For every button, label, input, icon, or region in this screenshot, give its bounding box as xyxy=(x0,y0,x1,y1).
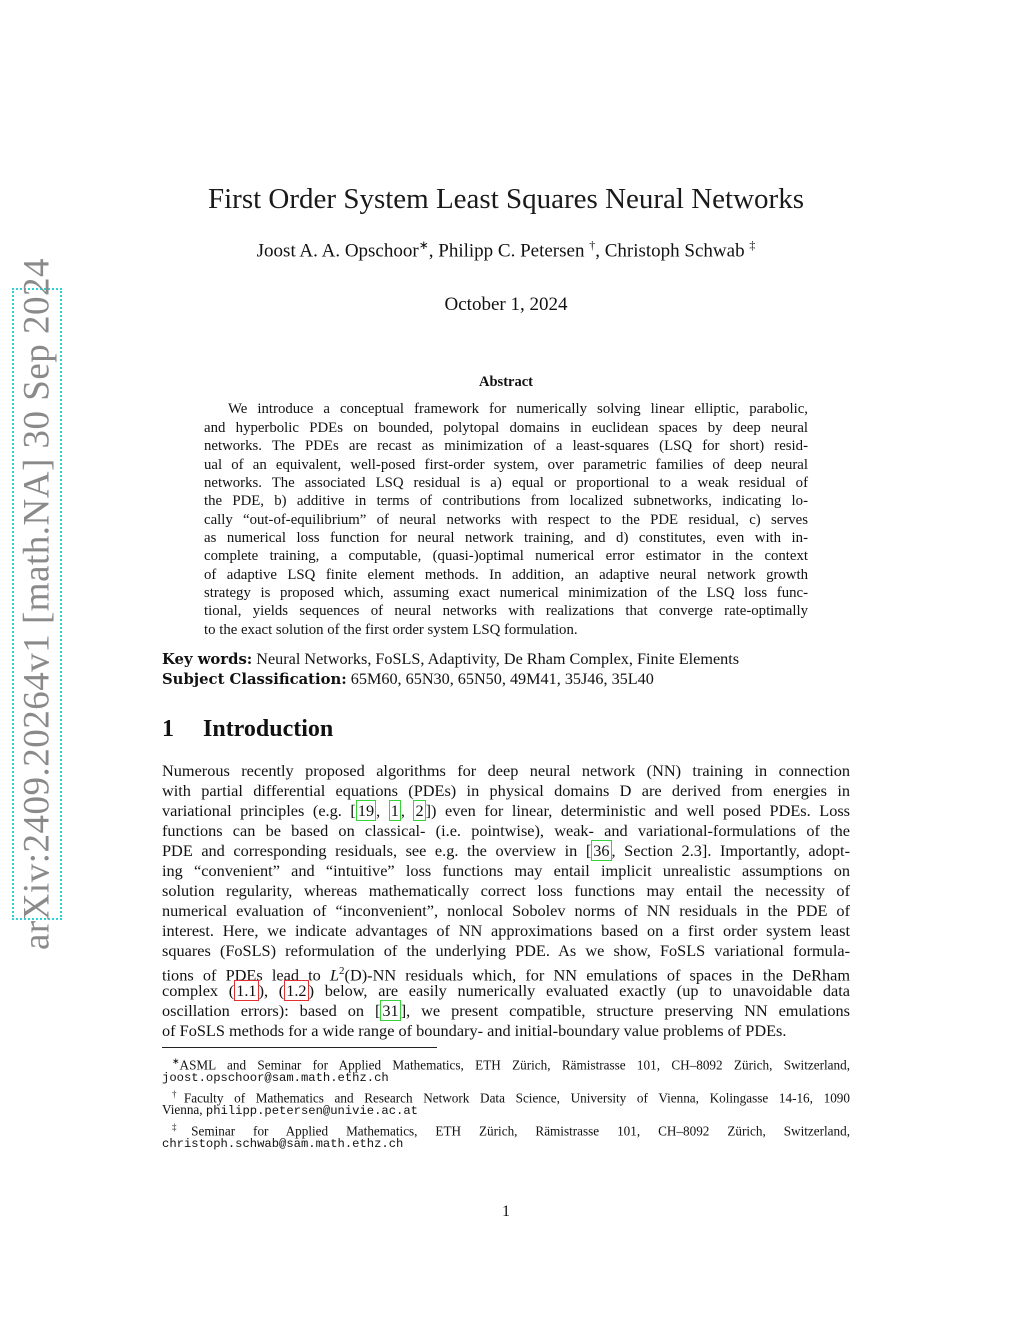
citation-link[interactable]: 19 xyxy=(357,801,375,820)
footnote-1 xyxy=(172,1053,850,1073)
abstract-line: complete training, a computable, (quasi-)optimal numerical error estimator in the context xyxy=(204,548,808,564)
body-line xyxy=(162,801,850,821)
section-heading xyxy=(162,716,333,743)
citation-link[interactable]: 31 xyxy=(382,1001,399,1020)
abstract-line: networks. The associated LSQ residual is a) equal or proportional to a weak residual of xyxy=(204,475,808,491)
section-title: Introduction xyxy=(203,716,334,742)
body-line: solution regularity, whereas mathematically correct loss functions may entail the necessity of xyxy=(162,881,850,900)
body-line: with partial differential equations (PDEs) in physical domains D are derived from energies in xyxy=(162,781,850,800)
abstract-line: and hyperbolic PDEs on bounded, polytopal domains in euclidean spaces by deep neural xyxy=(204,420,808,436)
body-line: functions can be based on classical- (i.e. pointwise), weak- and variational-formulations of the xyxy=(162,821,850,840)
section-number: 1 xyxy=(162,716,174,742)
abstract-line: tional, yields sequences of neural networks with realizations that converge rate-optimally xyxy=(204,603,808,619)
body-line: Numerous recently proposed algorithms for deep neural network (NN) training in connection xyxy=(162,761,850,780)
author-schwab: , Christoph Schwab xyxy=(595,240,750,262)
subject-classification-label: Subject Classification: xyxy=(162,671,347,688)
citation-link[interactable]: 2 xyxy=(415,801,424,820)
body-text: ], we present compatible, structure preserving NN emulations xyxy=(400,1001,851,1020)
body-text: , xyxy=(400,801,414,820)
footnote-mark: ∗ xyxy=(172,1056,180,1066)
body-line: interest. Here, we indicate advantages of NN approximations based on a first order system least xyxy=(162,921,850,940)
abstract-line: cally “out-of-equilibrium” of neural networks with respect to the PDE residual, c) serves xyxy=(204,512,808,528)
footnote-2 xyxy=(172,1086,850,1106)
footnote-mark: ‡ xyxy=(172,1122,192,1132)
email-link[interactable]: joost.opschoor@sam.math.ethz.ch xyxy=(162,1071,389,1085)
footnote-mark-2[interactable]: † xyxy=(589,238,596,252)
keywords-label: Key words: xyxy=(162,651,253,668)
author-list xyxy=(162,238,850,262)
abstract-line: to the exact solution of the first order system LSQ formulation. xyxy=(204,622,578,638)
footnote-text: ASML and Seminar for Applied Mathematics, ETH Zürich, Rämistrasse 101, CH–8092 Zürich, Switzerland, xyxy=(179,1057,850,1073)
body-text: complex ( xyxy=(162,981,235,1000)
footnote-text: Seminar for Applied Mathematics, ETH Zürich, Rämistrasse 101, CH–8092 Zürich, Switzerland, xyxy=(191,1123,851,1139)
abstract-heading: Abstract xyxy=(479,374,533,390)
body-line: squares (FoSLS) reformulation of the underlying PDE. As we show, FoSLS variational formula- xyxy=(162,941,850,960)
subject-classification-text: 65M60, 65N30, 65N50, 49M41, 35J46, 35L40 xyxy=(346,670,654,688)
footnote-1-email-line xyxy=(162,1069,850,1085)
subject-classification-line xyxy=(162,670,850,689)
keywords-line xyxy=(162,650,850,669)
email-link[interactable]: christoph.schwab@sam.math.ethz.ch xyxy=(162,1137,404,1151)
body-text: PDE and corresponding residuals, see e.g. the overview in [ xyxy=(162,841,592,860)
footnote-mark-3[interactable]: ‡ xyxy=(749,238,756,252)
body-line xyxy=(162,981,850,1001)
paper-date: October 1, 2024 xyxy=(444,294,568,315)
footnote-text: Vienna, xyxy=(162,1102,206,1117)
body-text: (D)-NN residuals which, for NN emulations of spaces in the DeRham xyxy=(344,965,851,985)
abstract-line: of adaptive LSQ finite element methods. In addition, an adaptive neural network growth xyxy=(204,567,808,583)
abstract-line: the PDE, b) additive in terms of contributions from localized subnetworks, indicating lo- xyxy=(204,493,808,509)
body-line xyxy=(162,1001,850,1021)
footnote-mark: † xyxy=(172,1089,184,1099)
footnote-mark-1[interactable]: ∗ xyxy=(418,238,429,252)
footnote-text: Faculty of Mathematics and Research Network Data Science, University of Vienna, Kolingasse 14-16, 1090 xyxy=(183,1090,850,1106)
author-petersen: , Philipp C. Petersen xyxy=(428,240,590,262)
footnote-divider xyxy=(162,1047,437,1048)
citation-link[interactable]: 1 xyxy=(390,801,399,820)
keywords-text: Neural Networks, FoSLS, Adaptivity, De Rham Complex, Finite Elements xyxy=(252,650,740,668)
body-line xyxy=(162,961,851,985)
math-symbol: L xyxy=(329,965,340,985)
abstract-line: as numerical loss function for neural network training, and d) constitutes, even with in- xyxy=(204,530,808,546)
paper-title: First Order System Least Squares Neural Networks xyxy=(208,183,804,215)
author-opschoor: Joost A. A. Opschoor xyxy=(256,240,419,262)
abstract-line: networks. The PDEs are recast as minimization of a least-squares (LSQ for short) resid- xyxy=(204,438,808,454)
footnote-3-email-line xyxy=(162,1135,850,1151)
body-line: numerical evaluation of “inconvenient”, nonlocal Sobolev norms of NN residuals in the PDE of xyxy=(162,901,850,920)
abstract-line: ual of an equivalent, well-posed first-order system, over parametric families of deep neural xyxy=(204,457,808,473)
footnote-2-email-line xyxy=(162,1102,850,1118)
body-text: , Section 2.3]. Importantly, adopt- xyxy=(611,841,850,860)
body-line xyxy=(162,841,850,861)
arxiv-identifier-stamp[interactable] xyxy=(12,257,62,951)
body-text: oscillation errors): based on [ xyxy=(162,1001,381,1020)
equation-link[interactable]: 1.1 xyxy=(236,981,257,1000)
page-number: 1 xyxy=(502,1203,510,1220)
body-text: variational principles (e.g. [ xyxy=(162,801,356,820)
body-text: ), ( xyxy=(258,981,285,1000)
email-link[interactable]: philipp.petersen@univie.ac.at xyxy=(205,1104,418,1118)
body-text: ]) even for linear, deterministic and well posed PDEs. Loss xyxy=(425,801,851,820)
equation-link[interactable]: 1.2 xyxy=(286,981,307,1000)
abstract-line: strategy is proposed which, assuming exact numerical minimization of the LSQ loss func- xyxy=(204,585,808,601)
arxiv-identifier-text: arXiv:2409.20264v1 [math.NA] 30 Sep 2024 xyxy=(16,257,58,951)
body-line: ing “convenient” and “intuitive” loss functions may entail implicit unrealistic assumptions on xyxy=(162,861,850,880)
body-text: , xyxy=(376,801,389,820)
abstract-line: We introduce a conceptual framework for numerically solving linear elliptic, parabolic, xyxy=(228,401,808,417)
body-text: ) below, are easily numerically evaluated exactly (up to unavoidable data xyxy=(308,981,850,1000)
body-text: tions of PDEs lead to xyxy=(162,965,330,985)
citation-link[interactable]: 36 xyxy=(593,841,610,860)
math-superscript: 2 xyxy=(339,965,345,977)
body-line: of FoSLS methods for a wide range of boundary- and initial-boundary value problems of PDEs. xyxy=(162,1021,787,1040)
footnote-3 xyxy=(172,1119,851,1139)
